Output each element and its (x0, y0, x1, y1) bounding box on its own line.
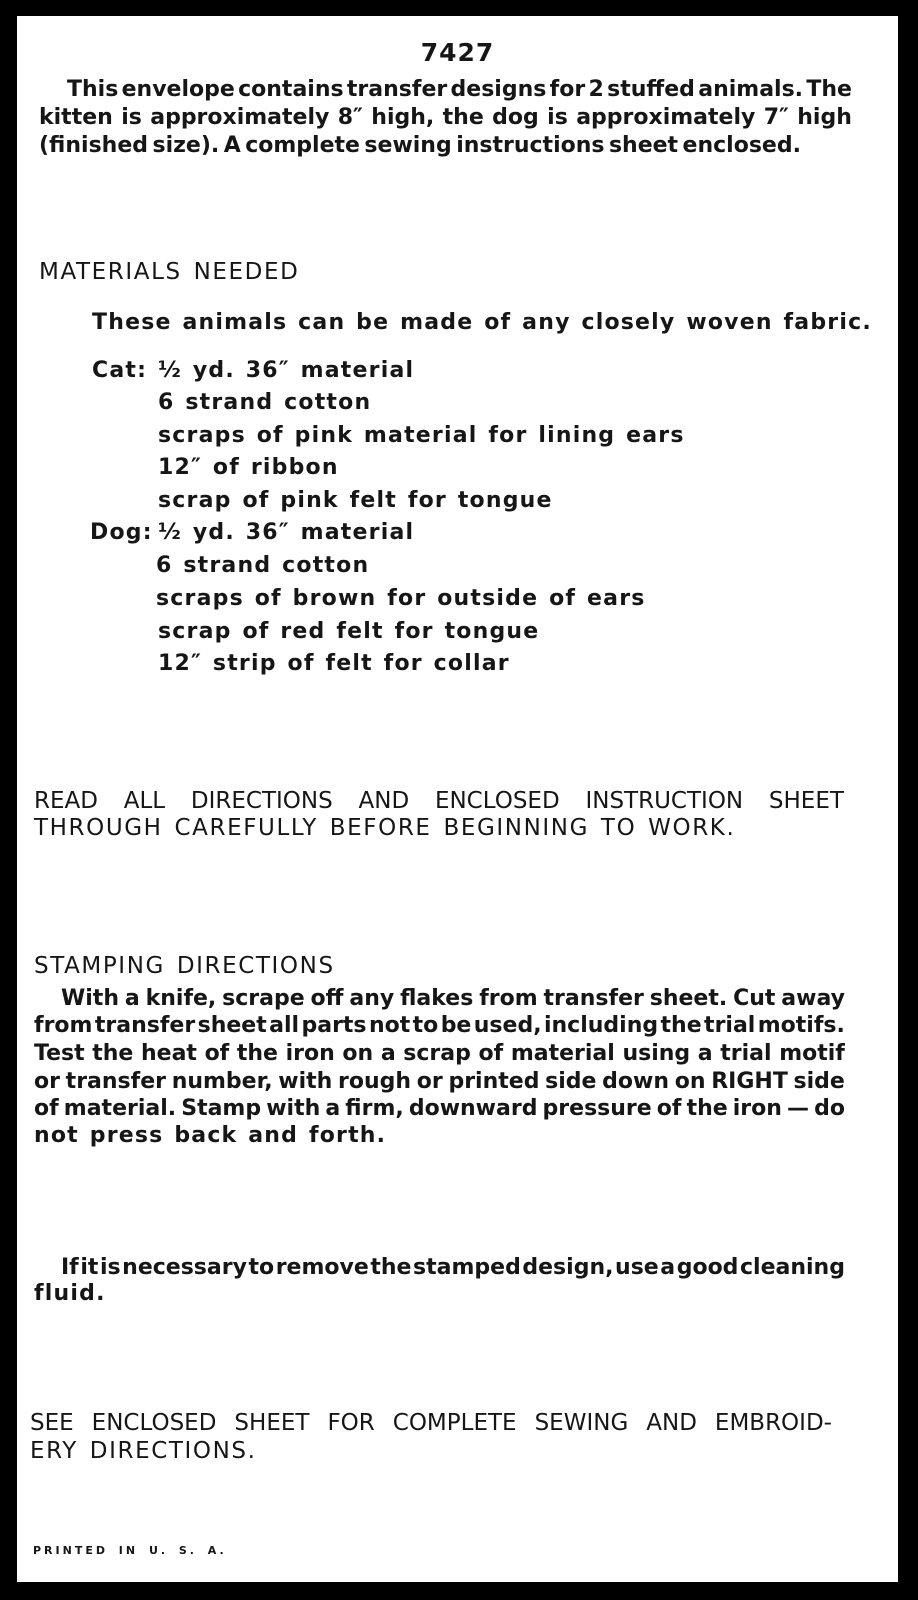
word: the (236, 1041, 278, 1066)
word: (finished (39, 133, 148, 158)
word: including (543, 1013, 659, 1038)
pattern-number: 7427 (420, 38, 495, 67)
word: ENCLOSED (434, 788, 560, 814)
word: 2 (588, 77, 604, 102)
read-all-line: THROUGH CAREFULLY BEFORE BEGINNING TO WORK. (34, 815, 736, 841)
word: READ (34, 788, 98, 814)
word: transfer (65, 1069, 166, 1094)
word: the (92, 1041, 134, 1066)
word: side (545, 1069, 597, 1094)
word: SEWING (534, 1410, 629, 1436)
word: trial (704, 1013, 756, 1038)
word: a (124, 986, 140, 1011)
materials-heading: MATERIALS NEEDED (39, 259, 300, 285)
word: INSTRUCTION (585, 788, 744, 814)
stamping-line (61, 985, 845, 1013)
word: dog (492, 105, 539, 130)
stamping-line (34, 1095, 845, 1123)
dog-material-item: scraps of brown for outside of ears (156, 586, 646, 611)
intro-line (39, 104, 852, 132)
word: Cut (733, 986, 776, 1011)
dog-material-item: 6 strand cotton (156, 553, 370, 578)
word: sheet (197, 1013, 267, 1038)
word: side (793, 1069, 845, 1094)
word: for (549, 77, 586, 102)
word: complete (245, 133, 360, 158)
word: material. (63, 1096, 177, 1121)
word: is (121, 105, 142, 130)
word: Test (34, 1041, 85, 1066)
word: scrap (403, 1041, 471, 1066)
word: cleaning (740, 1255, 845, 1280)
word: SHEET (768, 788, 844, 814)
word: on (674, 1069, 706, 1094)
word: from (479, 986, 538, 1011)
word: EMBROID- (714, 1410, 832, 1436)
word: iron (732, 1096, 782, 1121)
word: of (478, 1041, 504, 1066)
word: This (67, 77, 119, 102)
word: SHEET (234, 1410, 310, 1436)
word: any (349, 986, 395, 1011)
dog-material-item: scrap of red felt for tongue (158, 619, 540, 644)
word: Stamp (181, 1096, 262, 1121)
stamping-line (34, 1040, 845, 1068)
word: a (380, 1041, 396, 1066)
word: sewing (364, 133, 452, 158)
word: to (248, 1255, 275, 1280)
word: transfer (543, 986, 644, 1011)
word: sheet. (649, 986, 728, 1011)
cat-material-item: scrap of pink felt for tongue (158, 488, 553, 513)
word: on (342, 1041, 374, 1066)
intro-line (39, 132, 801, 160)
word: all (269, 1013, 300, 1038)
see-enclosed-line (30, 1409, 832, 1437)
printed-in-usa: PRINTED IN U. S. A. (33, 1544, 227, 1557)
word: ENCLOSED (91, 1410, 217, 1436)
word: motif (779, 1041, 845, 1066)
word: a (660, 1255, 676, 1280)
word: AND (646, 1410, 697, 1436)
word: transfer (94, 1013, 196, 1038)
word: If (61, 1255, 79, 1280)
pattern-envelope-back (17, 16, 898, 1582)
word: design, (522, 1255, 614, 1280)
word: necessary (122, 1255, 247, 1280)
stamping-line (34, 1068, 845, 1096)
materials-intro: These animals can be made of any closely woven fabric. (92, 310, 872, 335)
word: a (697, 1041, 713, 1066)
word: used, (473, 1013, 542, 1038)
word: of (34, 1096, 59, 1121)
remove-line: fluid. (34, 1281, 106, 1306)
word: printed (448, 1069, 540, 1094)
word: approximately (576, 105, 756, 130)
word: stamped (413, 1255, 521, 1280)
word: material (510, 1041, 615, 1066)
stamping-line (34, 1012, 845, 1040)
word: AND (358, 788, 410, 814)
word: DIRECTIONS (190, 788, 333, 814)
word: trial (720, 1041, 772, 1066)
word: pressure (542, 1096, 652, 1121)
cat-label: Cat: (92, 358, 148, 383)
word: approximately (150, 105, 330, 130)
word: remove (275, 1255, 369, 1280)
word: designs (450, 77, 547, 102)
cat-material-item: 6 strand cotton (158, 390, 372, 415)
word: or (416, 1069, 443, 1094)
word: is (547, 105, 568, 130)
word: With (61, 986, 119, 1011)
dog-material-item: 12″ strip of felt for collar (158, 651, 510, 676)
cat-material-item: ½ yd. 36″ material (158, 358, 415, 383)
word: be (440, 1013, 472, 1038)
word: heat (140, 1041, 197, 1066)
word: kitten (39, 105, 113, 130)
word: use (615, 1255, 659, 1280)
word: downward (408, 1096, 538, 1121)
word: — (787, 1096, 810, 1121)
word: the (442, 105, 484, 130)
word: number, (171, 1069, 273, 1094)
word: envelope (121, 77, 235, 102)
word: sheet (608, 133, 679, 158)
word: with (266, 1096, 321, 1121)
cat-material-item: 12″ of ribbon (158, 455, 339, 480)
word: the (660, 1013, 702, 1038)
word: from (34, 1013, 93, 1038)
word: flakes (400, 986, 474, 1011)
word: off (310, 986, 344, 1011)
word: COMPLETE (392, 1410, 517, 1436)
word: to (412, 1013, 439, 1038)
dog-label: Dog: (90, 520, 153, 545)
word: SEE (30, 1410, 74, 1436)
word: not (368, 1013, 411, 1038)
word: down (602, 1069, 670, 1094)
word: it (80, 1255, 99, 1280)
word: high, (371, 105, 435, 130)
read-all-line (34, 787, 844, 815)
word: instructions (456, 133, 605, 158)
word: parts (301, 1013, 367, 1038)
word: FOR (327, 1410, 375, 1436)
word: RIGHT (711, 1069, 788, 1094)
word: motifs. (757, 1013, 845, 1038)
remove-line (61, 1254, 845, 1282)
word: the (370, 1255, 412, 1280)
word: 7″ (763, 105, 789, 130)
dog-material-item: ½ yd. 36″ material (158, 520, 415, 545)
word: rough (338, 1069, 412, 1094)
word: knife, (145, 986, 217, 1011)
word: ALL (123, 788, 166, 814)
word: with (278, 1069, 333, 1094)
word: the (686, 1096, 728, 1121)
cat-material-item: scraps of pink material for lining ears (158, 423, 685, 448)
word: enclosed. (682, 133, 801, 158)
stamping-line: not press back and forth. (34, 1123, 387, 1148)
word: animals. (698, 77, 804, 102)
word: is (99, 1255, 121, 1280)
word: a (325, 1096, 341, 1121)
word: transfer (346, 77, 448, 102)
word: scrape (222, 986, 305, 1011)
word: or (34, 1069, 60, 1094)
intro-line (67, 76, 852, 104)
word: high (797, 105, 852, 130)
word: firm, (345, 1096, 404, 1121)
word: 8″ (337, 105, 363, 130)
word: do (814, 1096, 845, 1121)
stamping-heading: STAMPING DIRECTIONS (34, 953, 335, 979)
word: contains (238, 77, 344, 102)
see-enclosed-line: ERY DIRECTIONS. (30, 1438, 257, 1464)
word: good (676, 1255, 739, 1280)
word: A (223, 133, 241, 158)
word: away (781, 986, 845, 1011)
word: The (806, 77, 852, 102)
word: iron (285, 1041, 335, 1066)
word: size). (152, 133, 220, 158)
word: of (204, 1041, 230, 1066)
word: using (622, 1041, 691, 1066)
word: of (656, 1096, 682, 1121)
word: stuffed (607, 77, 695, 102)
